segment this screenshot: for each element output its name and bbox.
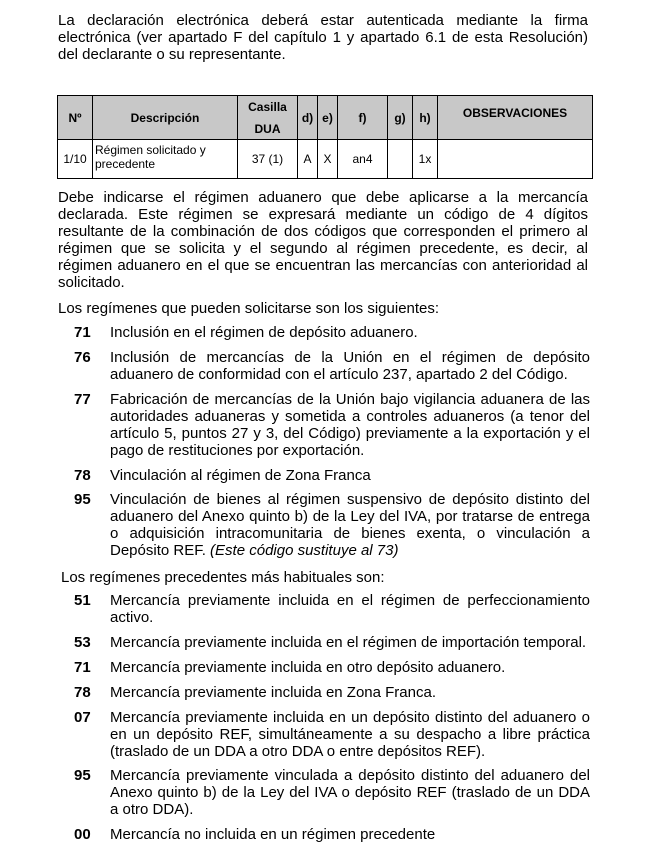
explanation-line: resultante de la combinación de dos códigos que corresponden el primero al (58, 223, 588, 240)
regime-line: Vinculación al régimen de Zona Franca (110, 467, 371, 484)
regime-line-last (110, 542, 590, 559)
regime-line: Mercancía previamente incluida en Zona Franca. (110, 684, 437, 701)
regime-code: 51 (74, 592, 91, 609)
regime-text (110, 634, 590, 651)
regime-line: Mercancía previamente vinculada a depósito distinto del aduanero del (110, 767, 590, 784)
regime-line: en un depósito REF, simultáneamente a su despacho a libre práctica (110, 726, 590, 743)
header-dua: DUA (254, 121, 281, 136)
regime-text (110, 467, 590, 484)
regime-line: Mercancía no incluida en un régimen precedente (110, 826, 436, 843)
explanation-paragraph (58, 189, 588, 291)
regime-line-plain: Depósito REF. (110, 542, 206, 559)
regime-text (110, 592, 590, 626)
regime-text (110, 324, 590, 341)
regime-text (110, 767, 590, 818)
regime-line: Inclusión de mercancías de la Unión en el régimen de depósito (110, 349, 590, 366)
regime-line: aduanero del Anexo quinto b) de la Ley del IVA, por tratarse de entrega (110, 508, 590, 525)
explanation-line: régimen aduanero en el que se encuentran las mercancías con anterioridad al (58, 257, 588, 274)
intro-line: del declarante o su representante. (58, 46, 286, 63)
regime-line: Inclusión en el régimen de depósito aduanero. (110, 324, 418, 341)
regime-line: a otro DDA). (110, 801, 194, 818)
regime-line: Mercancía previamente incluida en otro depósito aduanero. (110, 659, 506, 676)
regime-line: Mercancía previamente incluida en un depósito distinto del aduanero o (110, 709, 590, 726)
cell-description-line: precedente (95, 157, 156, 171)
regime-code: 00 (74, 826, 91, 843)
regime-line: Vinculación de bienes al régimen suspensivo de depósito distinto del (110, 491, 590, 508)
regime-line: Fabricación de mercancías de la Unión bajo vigilancia aduanera de las (110, 391, 590, 408)
explanation-line: solicitado. (58, 274, 125, 291)
explanation-line: declarada. Este régimen se expresará mediante un código de 4 dígitos (58, 206, 588, 223)
cell-observaciones (438, 140, 593, 179)
explanation-line: Debe indicarse el régimen aduanero que debe aplicarse a la mercancía (58, 189, 588, 206)
regime-line: Anexo quinto b) de la Ley del IVA o depósito REF (traslado de un DDA (110, 784, 590, 801)
regime-line: Mercancía previamente incluida en el régimen de perfeccionamiento (110, 592, 590, 609)
cell-h: 1x (413, 140, 438, 179)
regime-text (110, 709, 590, 760)
cell-num: 1/10 (58, 140, 93, 179)
regime-line: pago de restituciones por exportación. (110, 442, 365, 459)
regime-text (110, 659, 590, 676)
regime-text (110, 826, 590, 843)
regime-text (110, 491, 590, 559)
header-description: Descripción (93, 96, 238, 140)
cell-d: A (298, 140, 318, 179)
regime-code: 78 (74, 467, 91, 484)
regime-text (110, 349, 590, 383)
regime-code: 71 (74, 324, 91, 341)
explanation-line: régimen que se solicita y el segundo al régimen precedente, es decir, al (58, 240, 588, 257)
regime-line: autoridades aduaneras y sometida a controles aduaneros (a tenor del (110, 408, 590, 425)
regime-code: 71 (74, 659, 91, 676)
field-table (57, 95, 593, 179)
regime-code: 53 (74, 634, 91, 651)
header-casilla-dua (238, 96, 298, 140)
header-observaciones: OBSERVACIONES (438, 96, 593, 140)
cell-g (388, 140, 413, 179)
header-d: d) (298, 96, 318, 140)
regime-code: 78 (74, 684, 91, 701)
header-casilla: Casilla (248, 99, 287, 114)
regime-line: activo. (110, 609, 154, 626)
regime-text (110, 391, 590, 459)
cell-description-line: Régimen solicitado y (95, 143, 206, 157)
requested-heading: Los regímenes que pueden solicitarse son los siguientes: (58, 300, 440, 317)
regime-code: 76 (74, 349, 91, 366)
table-row (58, 140, 593, 179)
regime-code: 95 (74, 491, 91, 508)
regime-code: 07 (74, 709, 91, 726)
header-e: e) (318, 96, 338, 140)
regime-line: artículo 5, puntos 27 y 3, del Código) previamente a la exportación y el (110, 425, 590, 442)
preceding-heading: Los regímenes precedentes más habituales son: (61, 569, 385, 586)
intro-paragraph (58, 12, 588, 63)
cell-casilla: 37 (1) (238, 140, 298, 179)
regime-line: o adquisición intracomunitaria de bienes exenta, o vinculación a (110, 525, 590, 542)
header-h: h) (413, 96, 438, 140)
regime-code: 95 (74, 767, 91, 784)
regime-line: (traslado de un DDA a otro DDA o entre depósitos REF). (110, 743, 486, 760)
regime-note-italic: (Este código sustituye al 73) (210, 542, 399, 559)
header-f: f) (338, 96, 388, 140)
intro-line: electrónica (ver apartado F del capítulo 1 y apartado 6.1 de esta Resolución) (58, 29, 588, 46)
regime-line: Mercancía previamente incluida en el régimen de importación temporal. (110, 634, 587, 651)
cell-e: X (318, 140, 338, 179)
header-g: g) (388, 96, 413, 140)
cell-description (93, 140, 238, 179)
intro-line: La declaración electrónica deberá estar autenticada mediante la firma (58, 12, 588, 29)
regime-code: 77 (74, 391, 91, 408)
table-header-row (58, 96, 593, 140)
cell-f: an4 (338, 140, 388, 179)
regime-text (110, 684, 590, 701)
regime-line: aduanero de conformidad con el artículo 237, apartado 2 del Código. (110, 366, 568, 383)
header-num: Nº (58, 96, 93, 140)
